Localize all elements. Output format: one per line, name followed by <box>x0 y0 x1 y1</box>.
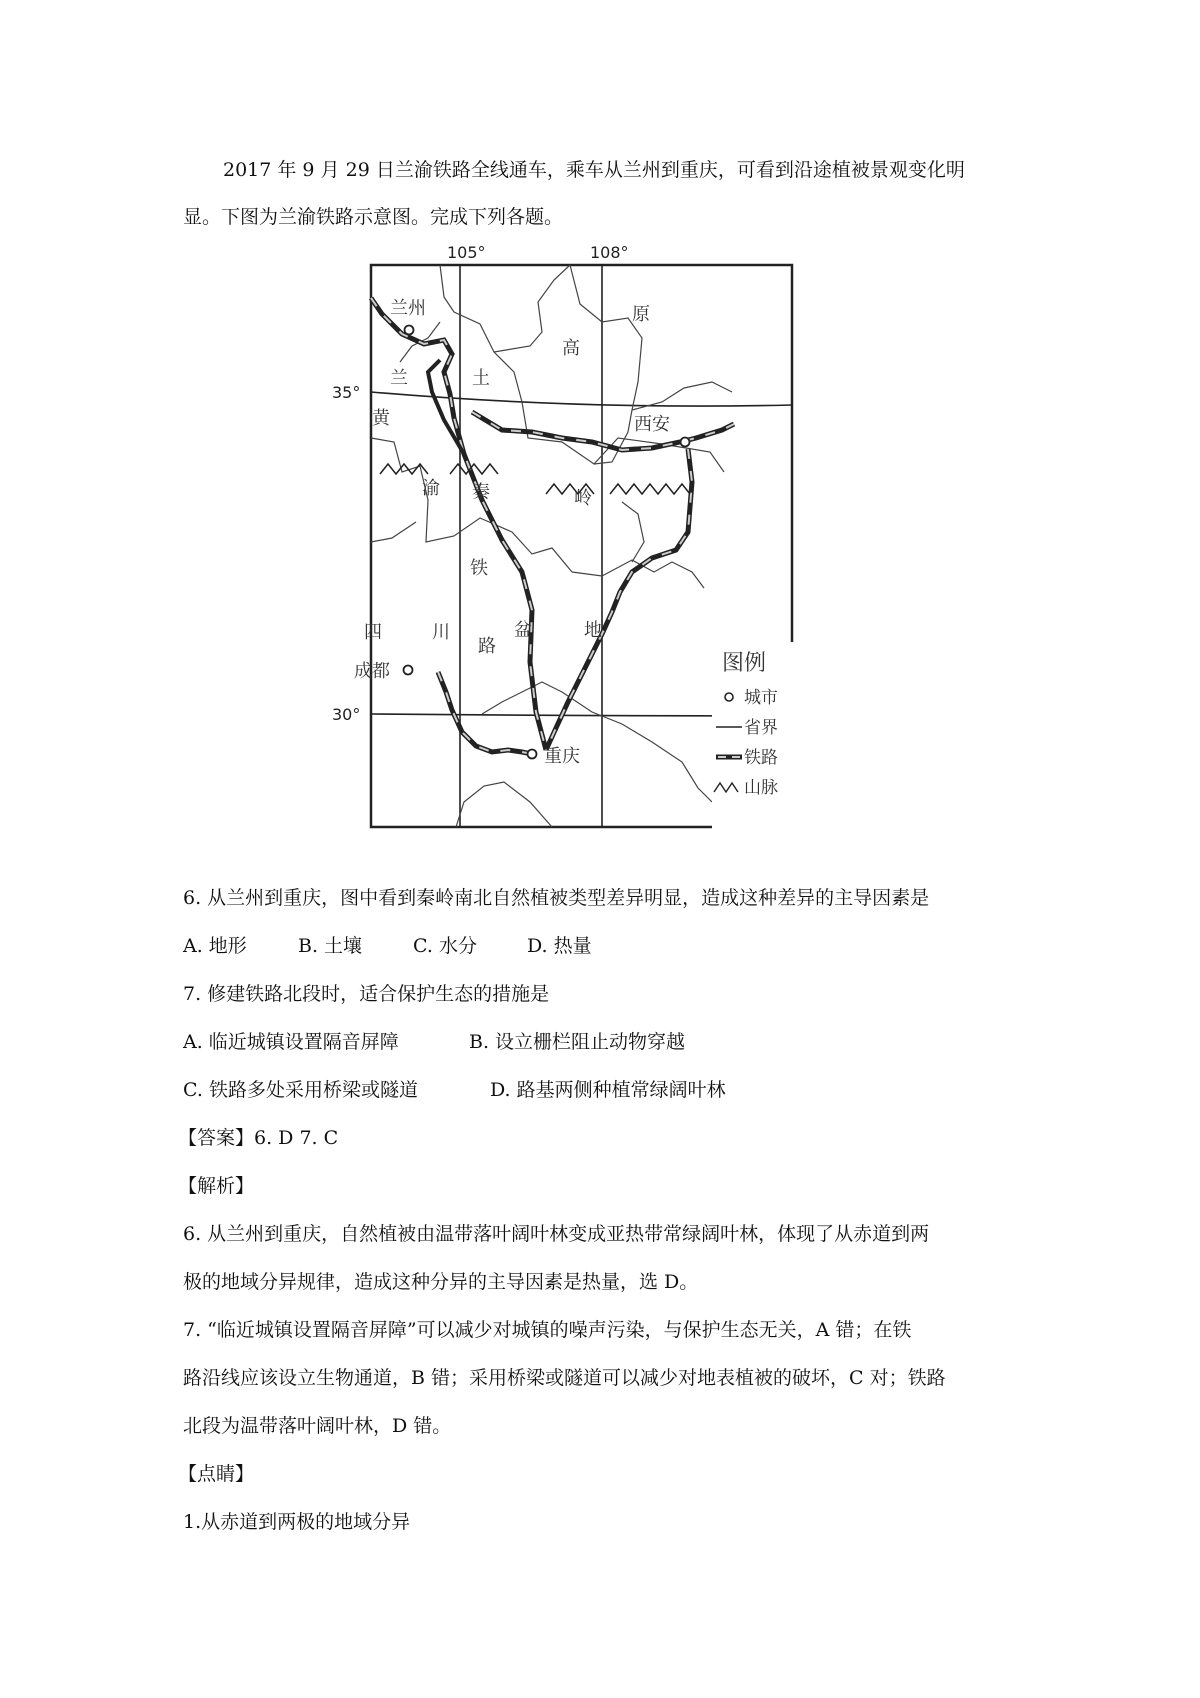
analysis-line-4: 路沿线应该设立生物通道，B 错；采用桥梁或隧道可以减少对地表植被的破坏，C 对；铁路 <box>183 1367 946 1389</box>
analysis-line-1: 6. 从兰州到重庆，自然植被由温带落叶阔叶林变成亚热带常绿阔叶林，体现了从赤道到两 <box>183 1223 930 1245</box>
question-6-option-b: B. 土壤 <box>298 935 363 957</box>
legend-title: 图例 <box>722 651 767 676</box>
region-label-huang: 黄 <box>372 408 390 429</box>
legend-item-boundary: 省界 <box>744 718 778 738</box>
tip-line-1: 1.从赤道到两极的地域分异 <box>183 1511 411 1533</box>
answer-line: 【答案】6. D 7. C <box>178 1127 339 1149</box>
region-label-si: 四 <box>364 622 382 643</box>
question-7-stem: 7. 修建铁路北段时，适合保护生态的措施是 <box>183 983 550 1005</box>
city-marker-chengdu <box>404 666 413 675</box>
city-label-chengdu: 成都 <box>354 661 390 682</box>
question-6-option-c: C. 水分 <box>413 935 477 957</box>
region-label-tu: 土 <box>472 368 490 389</box>
question-7-option-d: D. 路基两侧种植常绿阔叶林 <box>490 1079 726 1101</box>
legend-item-city: 城市 <box>744 688 778 708</box>
region-label-di: 地 <box>584 620 602 641</box>
latitude-label-35: 35° <box>332 383 361 402</box>
region-label-chuan: 川 <box>432 622 450 643</box>
analysis-line-2: 极的地域分异规律，造成这种分异的主导因素是热量，选 D。 <box>183 1271 699 1293</box>
legend-item-railway: 铁路 <box>744 748 778 768</box>
region-label-lu: 路 <box>478 636 496 657</box>
railway-lines <box>371 298 734 754</box>
region-label-yu: 渝 <box>422 478 440 499</box>
region-label-pen: 盆 <box>514 620 532 641</box>
city-marker-lanzhou <box>405 326 414 335</box>
question-7-option-a: A. 临近城镇设置隔音屏障 <box>183 1031 399 1053</box>
intro-line-1: 2017 年 9 月 29 日兰渝铁路全线通车，乘车从兰州到重庆，可看到沿途植被景观变化明 <box>223 159 965 181</box>
analysis-line-5: 北段为温带落叶阔叶林，D 错。 <box>183 1415 452 1437</box>
city-marker-xian <box>681 438 690 447</box>
region-label-qin: 秦 <box>472 482 490 503</box>
question-7-option-b: B. 设立栅栏阻止动物穿越 <box>469 1031 686 1053</box>
city-label-lanzhou: 兰州 <box>390 298 426 319</box>
intro-line-2: 显。下图为兰渝铁路示意图。完成下列各题。 <box>183 206 564 228</box>
question-7-option-c: C. 铁路多处采用桥梁或隧道 <box>183 1079 418 1101</box>
legend-city-symbol <box>725 693 733 701</box>
longitude-label-108: 108° <box>590 243 629 262</box>
region-label-gao: 高 <box>562 338 580 359</box>
region-label-tie: 铁 <box>470 558 488 579</box>
map-legend <box>712 642 844 832</box>
tip-header: 【点睛】 <box>178 1463 255 1485</box>
city-label-xian: 西安 <box>634 414 670 435</box>
lanyu-railway-map <box>332 242 882 864</box>
latitude-label-30: 30° <box>332 705 361 724</box>
region-label-lan: 兰 <box>390 368 408 389</box>
analysis-line-3: 7. “临近城镇设置隔音屏障”可以减少对城镇的噪声污染，与保护生态无关，A 错；在铁 <box>183 1319 912 1341</box>
longitude-label-105: 105° <box>447 243 486 262</box>
region-label-ling: 岭 <box>574 488 592 509</box>
question-6-option-d: D. 热量 <box>527 935 592 957</box>
question-6-stem: 6. 从兰州到重庆，图中看到秦岭南北自然植被类型差异明显，造成这种差异的主导因素是 <box>183 887 930 909</box>
analysis-header: 【解析】 <box>178 1175 255 1197</box>
city-marker-chongqing <box>528 750 537 759</box>
city-label-chongqing: 重庆 <box>544 746 580 767</box>
region-label-yuan: 原 <box>632 304 650 325</box>
question-6-option-a: A. 地形 <box>183 935 247 957</box>
legend-item-mountain: 山脉 <box>744 778 778 798</box>
